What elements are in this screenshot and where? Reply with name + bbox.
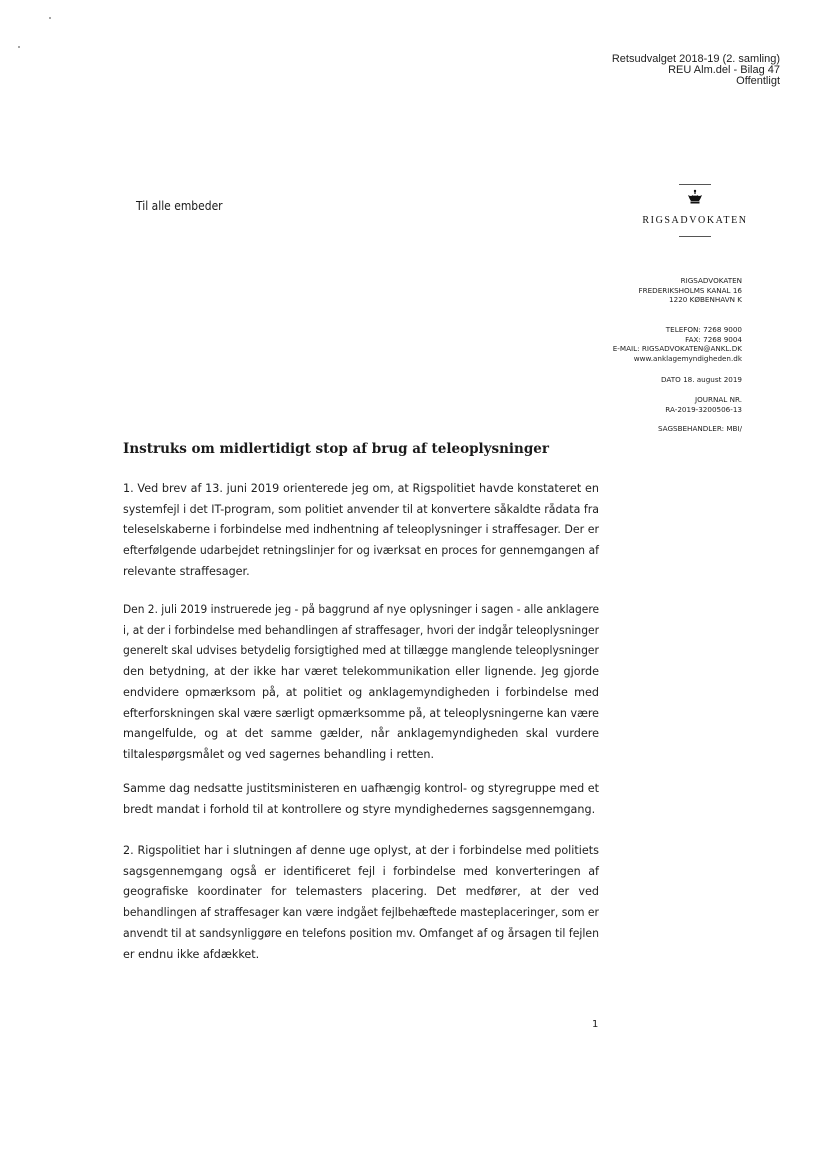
sender-address	[639, 276, 742, 305]
website: www.anklagemyndigheden.dk	[633, 353, 742, 363]
logo-rule	[679, 184, 711, 185]
text-line: tiltalespørgsmålet og ved sagernes behandling i retten.	[123, 747, 435, 761]
text-line: sagsgennemgang også er identificeret fejl i forbindelse med konverteringen af	[123, 864, 599, 878]
stamp-line: REU Alm.del - Bilag 47	[668, 64, 780, 76]
text-line: Samme dag nedsatte justitsministeren en uafhængig kontrol- og styregruppe med et	[123, 782, 599, 795]
text-line: er endnu ikke afdækket.	[123, 947, 260, 961]
archive-stamp	[612, 54, 780, 87]
text-line: 1. Ved brev af 13. juni 2019 orienterede jeg om, at Rigspolitiet havde konstateret en	[123, 482, 599, 495]
journal-number	[665, 395, 742, 414]
text-line: i, at der i forbindelse med behandlingen af straffesager, hvori der indgår teleoplysninger	[123, 623, 599, 637]
text-line: geografiske koordinater for telemasters placering. Det medfører, at der ved	[123, 885, 599, 899]
paragraph-3	[123, 779, 599, 820]
recipient: Til alle embeder	[136, 198, 223, 213]
text-line: mangelfulde, og at det samme gælder, når anklagemyndigheden skal vurdere	[123, 727, 599, 741]
scan-speck	[18, 46, 20, 48]
text-line: teleselskaberne i forbindelse med indhentning af teleoplysninger i straffesager. Der er	[123, 523, 599, 537]
text-line: Den 2. juli 2019 instruerede jeg - på baggrund af nye oplysninger i sagen - alle anklagere	[123, 603, 599, 616]
scan-speck	[49, 17, 51, 19]
text-line: 2. Rigspolitiet har i slutningen af denne uge oplyst, at der i forbindelse med politiets	[123, 844, 599, 857]
text-line: behandlingen af straffesager kan være indgået fejlbehæftede masteplaceringer, som er	[123, 906, 599, 920]
sender-contact	[613, 325, 742, 363]
text-line: den betydning, at der ikke har været telekommunikation eller lignende. Jeg gjorde	[123, 665, 599, 679]
logo-wordmark: RIGSADVOKATEN	[642, 215, 748, 226]
text-line: bredt mandat i forhold til at kontrollere og styre myndighedernes sagsgennemgang.	[123, 802, 596, 816]
page-number: 1	[592, 1019, 599, 1030]
text-line: anvendt til at sandsynliggøre en telefons position mv. Omfanget af og årsagen til fejlen	[123, 926, 599, 940]
text-line: systemfejl i det IT-program, som politiet anvender til at konvertere såkaldte rådata fra	[123, 502, 599, 516]
stamp-line: Retsudvalget 2018-19 (2. samling)	[611, 53, 780, 65]
email: E-MAIL: RIGSADVOKATEN@ANKL.DK	[612, 344, 742, 353]
text-line: generelt skal udvises betydelig forsigtighed med at tillægge manglende teleoplysninger	[123, 644, 599, 658]
address-line: FREDERIKSHOLMS KANAL 16	[638, 285, 742, 295]
fax: FAX: 7268 9004	[685, 334, 742, 344]
text-line: endvidere opmærksom på, at politiet og anklagemyndigheden i forbindelse med	[123, 685, 599, 699]
crown-icon	[686, 189, 704, 205]
phone: TELEFON: 7268 9000	[665, 325, 742, 334]
text-line: efterforskningen skal være særligt opmærksomme på, at teleoplysningerne kan være	[123, 706, 599, 720]
case-officer: SAGSBEHANDLER: MBI/	[657, 424, 742, 433]
address-line: 1220 KØBENHAVN K	[669, 295, 742, 304]
journal-label: JOURNAL NR.	[694, 395, 742, 404]
letter-date: DATO 18. august 2019	[660, 375, 742, 384]
paragraph-4	[123, 841, 599, 965]
letterhead-logo	[620, 184, 770, 237]
text-line: efterfølgende udarbejdet retningslinjer for og iværksat en proces for gennemgangen af	[123, 544, 599, 558]
stamp-line: Offentligt	[736, 75, 780, 87]
logo-rule	[679, 236, 711, 237]
letter-heading: Instruks om midlertidigt stop af brug af teleoplysninger	[123, 441, 549, 457]
text-line: relevante straffesager.	[123, 564, 250, 578]
paragraph-1	[123, 479, 599, 583]
journal-value: RA-2019-3200506-13	[665, 404, 742, 414]
address-line: RIGSADVOKATEN	[680, 276, 742, 285]
paragraph-2	[123, 600, 599, 766]
